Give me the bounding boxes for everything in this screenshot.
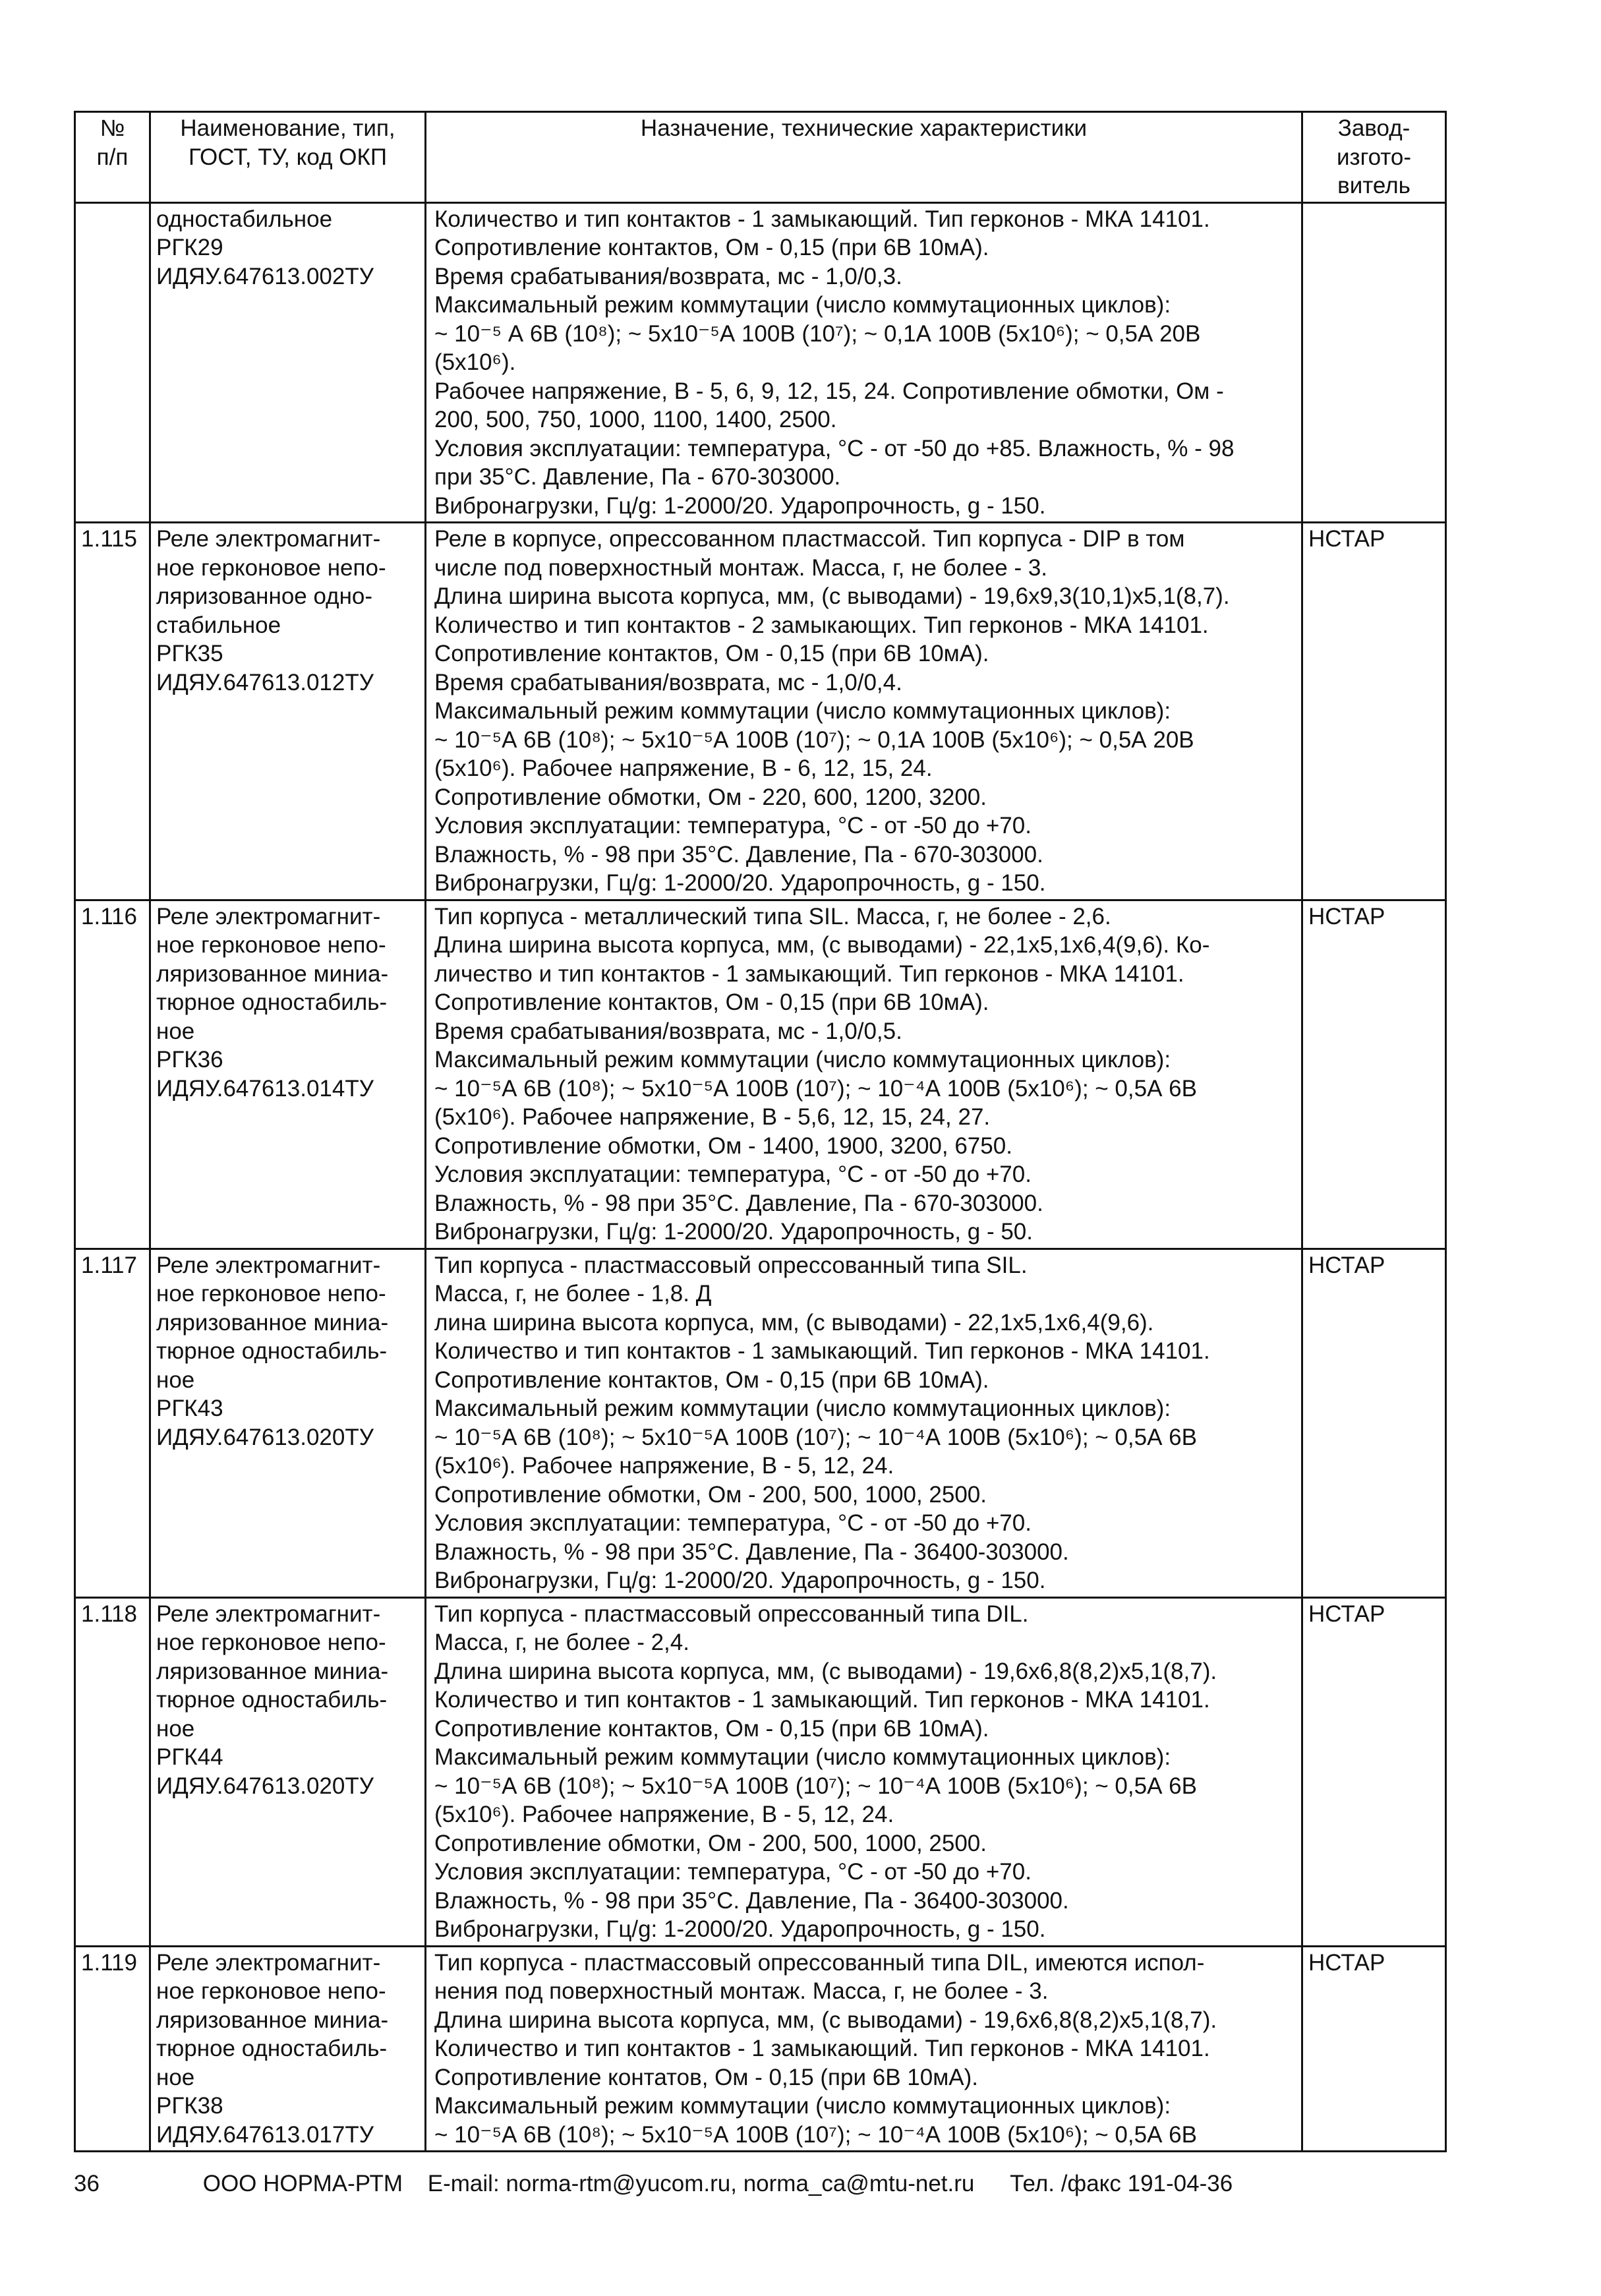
- item-name-line: РГК43: [156, 1396, 223, 1421]
- description-line: Масса, г, не более - 2,4.: [434, 1630, 689, 1655]
- description-line: Количество и тип контактов - 2 замыкающих. Тип герконов - МКА 14101.: [434, 612, 1209, 638]
- item-description-cell: [426, 1597, 1302, 1946]
- description-line: Условия эксплуатации: температура, °С - от -50 до +70.: [434, 813, 1032, 839]
- description-line: Тип корпуса - металлический типа SIL. Масса, г, не более - 2,6.: [434, 903, 1111, 929]
- page-footer: [74, 2171, 1524, 2197]
- manufacturer-cell: НСТАР: [1302, 1946, 1446, 2152]
- item-number: 1.115: [75, 523, 150, 900]
- description-line: Условия эксплуатации: температура, °С - от -50 до +70.: [434, 1859, 1032, 1885]
- description-line: Тип корпуса - пластмассовый опрессованный типа SIL.: [434, 1252, 1028, 1278]
- description-line: нения под поверхностный монтаж. Масса, г, не более - 3.: [434, 1978, 1049, 2004]
- description-line: Сопротивление контактов, Ом - 0,15 (при 6В 10мА).: [434, 1715, 989, 1742]
- item-name-line: ляризованное одно-: [156, 583, 373, 609]
- item-name-line: Реле электромагнит-: [156, 903, 381, 929]
- description-line: Условия эксплуатации: температура, °С - от -50 до +85. Влажность, % - 98: [434, 435, 1235, 461]
- company-name: ООО НОРМА-РТМ: [202, 2171, 403, 2196]
- description-line: Максимальный режим коммутации (число коммутационных циклов):: [434, 1744, 1171, 1770]
- manufacturer-cell: НСТАР: [1302, 1249, 1446, 1597]
- item-name-line: ное герконовое непо-: [156, 554, 386, 581]
- header-num-line: п/п: [96, 144, 129, 170]
- description-line: Сопротивление обмотки, Ом - 1400, 1900, 3200, 6750.: [434, 1133, 1012, 1159]
- description-line: Максимальный режим коммутации (число коммутационных циклов):: [434, 2093, 1171, 2119]
- description-line: Вибронагрузки, Гц/g: 1-2000/20. Ударопрочность, g - 150.: [434, 870, 1046, 896]
- item-name-line: Реле электромагнит-: [156, 526, 381, 552]
- item-name-line: ИДЯУ.647613.014ТУ: [156, 1075, 374, 1102]
- item-name-line: ное герконовое непо-: [156, 1630, 386, 1655]
- item-name-cell: [150, 1249, 426, 1597]
- item-number: 1.116: [75, 900, 150, 1249]
- item-name-cell: [150, 523, 426, 900]
- item-name-line: стабильное: [156, 612, 281, 638]
- manufacturer-cell: НСТАР: [1302, 900, 1446, 1249]
- item-name-line: ное герконовое непо-: [156, 932, 386, 958]
- item-name-line: тюрное одностабиль-: [156, 1687, 388, 1713]
- description-line: (5х10⁶).: [434, 349, 516, 375]
- contact-email: E-mail: norma-rtm@yucom.ru, norma_ca@mtu-net.ru: [427, 2171, 975, 2196]
- page-number: 36: [74, 2171, 100, 2196]
- description-line: числе под поверхностный монтаж. Масса, г, не более - 3.: [434, 554, 1048, 581]
- item-name-line: Реле электромагнит-: [156, 1252, 381, 1278]
- header-name: [150, 112, 426, 203]
- item-name-line: ИДЯУ.647613.020ТУ: [156, 1424, 374, 1450]
- item-description-cell: [426, 1249, 1302, 1597]
- item-name-line: ное герконовое непо-: [156, 1281, 386, 1307]
- description-line: (5х10⁶). Рабочее напряжение, В - 5, 12, 24.: [434, 1453, 894, 1479]
- description-line: Количество и тип контактов - 1 замыкающий. Тип герконов - МКА 14101.: [434, 2036, 1210, 2061]
- relay-spec-table: [74, 111, 1447, 2152]
- item-name-line: ное: [156, 1018, 195, 1044]
- item-description-cell: [426, 202, 1302, 523]
- table-row: [75, 1946, 1446, 2152]
- item-description-cell: [426, 900, 1302, 1249]
- description-line: Время срабатывания/возврата, мс - 1,0/0,5.: [434, 1018, 902, 1044]
- description-line: Длина ширина высота корпуса, мм, (с выводами) - 22,1х5,1х6,4(9,6). Ко-: [434, 932, 1210, 958]
- description-line: Сопротивление контактов, Ом - 0,15 (при 6В 10мА).: [434, 641, 989, 666]
- item-name-line: ляризованное миниа-: [156, 1658, 389, 1684]
- description-line: Вибронагрузки, Гц/g: 1-2000/20. Ударопрочность, g - 50.: [434, 1219, 1033, 1245]
- table-row: [75, 1249, 1446, 1597]
- description-line: Максимальный режим коммутации (число коммутационных циклов):: [434, 1047, 1171, 1073]
- item-name-line: РГК36: [156, 1047, 223, 1073]
- description-line: (5х10⁶). Рабочее напряжение, В - 5,6, 12, 15, 24, 27.: [434, 1104, 991, 1130]
- description-line: ~ 10⁻⁵А 6В (10⁸); ~ 5х10⁻⁵А 100В (10⁷); ~ 10⁻⁴А 100В (5х10⁶); ~ 0,5А 6В: [434, 2121, 1197, 2148]
- table-row: [75, 202, 1446, 523]
- description-line: ~ 10⁻⁵А 6В (10⁸); ~ 5х10⁻⁵А 100В (10⁷); ~ 10⁻⁴А 100В (5х10⁶); ~ 0,5А 6В: [434, 1075, 1197, 1102]
- item-name-line: тюрное одностабиль-: [156, 989, 388, 1015]
- table-row: [75, 523, 1446, 900]
- item-name-cell: [150, 202, 426, 523]
- item-number: 1.118: [75, 1597, 150, 1946]
- table-header-row: [75, 112, 1446, 203]
- item-name-line: ИДЯУ.647613.002ТУ: [156, 263, 374, 289]
- description-line: ~ 10⁻⁵ А 6В (10⁸); ~ 5х10⁻⁵А 100В (10⁷); ~ 0,1А 100В (5х10⁶); ~ 0,5А 20В: [434, 320, 1201, 347]
- manufacturer-cell: [1302, 202, 1446, 523]
- item-name-line: ное: [156, 1715, 195, 1742]
- item-number: 1.119: [75, 1946, 150, 2152]
- description-line: Вибронагрузки, Гц/g: 1-2000/20. Ударопрочность, g - 150.: [434, 1916, 1046, 1942]
- description-line: ~ 10⁻⁵А 6В (10⁸); ~ 5х10⁻⁵А 100В (10⁷); ~ 10⁻⁴А 100В (5х10⁶); ~ 0,5А 6В: [434, 1424, 1197, 1450]
- header-mfr-line: витель: [1337, 173, 1411, 198]
- description-line: ~ 10⁻⁵А 6В (10⁸); ~ 5х10⁻⁵А 100В (10⁷); ~ 0,1А 100В (5х10⁶); ~ 0,5А 20В: [434, 726, 1194, 753]
- description-line: Длина ширина высота корпуса, мм, (с выводами) - 19,6х9,3(10,1)х5,1(8,7).: [434, 583, 1230, 609]
- description-line: Вибронагрузки, Гц/g: 1-2000/20. Ударопрочность, g - 150.: [434, 1568, 1046, 1593]
- description-line: Время срабатывания/возврата, мс - 1,0/0,3.: [434, 263, 902, 289]
- item-name-cell: [150, 900, 426, 1249]
- description-line: Рабочее напряжение, В - 5, 6, 9, 12, 15, 24. Сопротивление обмотки, Ом -: [434, 378, 1224, 404]
- item-number: 1.117: [75, 1249, 150, 1597]
- description-line: Сопротивление контактов, Ом - 0,15 (при 6В 10мА).: [434, 1367, 989, 1393]
- item-description-cell: [426, 523, 1302, 900]
- header-name-line: ГОСТ, ТУ, код ОКП: [188, 144, 387, 170]
- description-line: Влажность, % - 98 при 35°С. Давление, Па - 36400-303000.: [434, 1887, 1069, 1914]
- table-row: [75, 900, 1446, 1249]
- description-line: Количество и тип контактов - 1 замыкающий. Тип герконов - МКА 14101.: [434, 1687, 1210, 1713]
- description-line: (5х10⁶). Рабочее напряжение, В - 6, 12, 15, 24.: [434, 755, 933, 781]
- header-mfr: [1302, 112, 1446, 203]
- description-line: Длина ширина высота корпуса, мм, (с выводами) - 19,6х6,8(8,2)х5,1(8,7).: [434, 1658, 1217, 1684]
- header-mfr-line: изгото-: [1336, 144, 1412, 170]
- item-name-line: РГК44: [156, 1744, 223, 1770]
- contact-phone: Тел. /факс 191-04-36: [1010, 2171, 1233, 2196]
- item-name-line: ИДЯУ.647613.020ТУ: [156, 1773, 374, 1799]
- item-name-line: тюрное одностабиль-: [156, 1338, 388, 1364]
- item-name-line: РГК38: [156, 2093, 223, 2119]
- description-line: при 35°С. Давление, Па - 670-303000.: [434, 464, 841, 490]
- description-line: (5х10⁶). Рабочее напряжение, В - 5, 12, 24.: [434, 1802, 894, 1827]
- description-line: Время срабатывания/возврата, мс - 1,0/0,4.: [434, 669, 902, 695]
- item-name-cell: [150, 1597, 426, 1946]
- item-number: [75, 202, 150, 523]
- description-line: Сопротивление обмотки, Ом - 200, 500, 1000, 2500.: [434, 1830, 987, 1856]
- table-row: [75, 1597, 1446, 1946]
- item-name-line: ляризованное миниа-: [156, 2007, 389, 2033]
- manufacturer-cell: НСТАР: [1302, 1597, 1446, 1946]
- item-name-line: одностабильное: [156, 206, 333, 232]
- description-line: Максимальный режим коммутации (число коммутационных циклов):: [434, 698, 1171, 724]
- description-line: лина ширина высота корпуса, мм, (с выводами) - 22,1х5,1х6,4(9,6).: [434, 1309, 1154, 1336]
- description-line: Сопротивление обмотки, Ом - 220, 600, 1200, 3200.: [434, 784, 987, 810]
- description-line: Вибронагрузки, Гц/g: 1-2000/20. Ударопрочность, g - 150.: [434, 492, 1046, 519]
- item-name-line: ное: [156, 2064, 195, 2090]
- description-line: Максимальный режим коммутации (число коммутационных циклов):: [434, 292, 1171, 318]
- item-name-line: Реле электромагнит-: [156, 1601, 381, 1627]
- item-name-line: ное герконовое непо-: [156, 1978, 386, 2004]
- description-line: Максимальный режим коммутации (число коммутационных циклов):: [434, 1396, 1171, 1421]
- header-desc: [426, 112, 1302, 203]
- item-name-line: ИДЯУ.647613.017ТУ: [156, 2121, 374, 2148]
- item-name-cell: [150, 1946, 426, 2152]
- description-line: Сопротивление контактов, Ом - 0,15 (при 6В 10мА).: [434, 235, 989, 260]
- description-line: Количество и тип контактов - 1 замыкающий. Тип герконов - МКА 14101.: [434, 1338, 1210, 1364]
- description-line: Сопротивление обмотки, Ом - 200, 500, 1000, 2500.: [434, 1481, 987, 1508]
- catalog-page: [74, 111, 1445, 2152]
- description-line: Реле в корпусе, опрессованном пластмассой. Тип корпуса - DIP в том: [434, 526, 1185, 552]
- description-line: Тип корпуса - пластмассовый опрессованный типа DIL.: [434, 1601, 1029, 1627]
- description-line: Условия эксплуатации: температура, °С - от -50 до +70.: [434, 1510, 1032, 1536]
- description-line: ~ 10⁻⁵А 6В (10⁸); ~ 5х10⁻⁵А 100В (10⁷); ~ 10⁻⁴А 100В (5х10⁶); ~ 0,5А 6В: [434, 1773, 1197, 1799]
- item-description-cell: [426, 1946, 1302, 2152]
- description-line: Сопротивление контатов, Ом - 0,15 (при 6В 10мА).: [434, 2064, 978, 2090]
- description-line: личество и тип контактов - 1 замыкающий. Тип герконов - МКА 14101.: [434, 960, 1184, 987]
- header-num: [75, 112, 150, 203]
- manufacturer-cell: НСТАР: [1302, 523, 1446, 900]
- description-line: Количество и тип контактов - 1 замыкающий. Тип герконов - МКА 14101.: [434, 206, 1210, 232]
- header-num-line: №: [100, 115, 125, 141]
- item-name-line: ИДЯУ.647613.012ТУ: [156, 669, 374, 695]
- item-name-line: РГК35: [156, 641, 223, 666]
- description-line: Сопротивление контактов, Ом - 0,15 (при 6В 10мА).: [434, 989, 989, 1015]
- item-name-line: РГК29: [156, 235, 223, 260]
- item-name-line: ное: [156, 1367, 195, 1393]
- item-name-line: ляризованное миниа-: [156, 1309, 389, 1336]
- description-line: Влажность, % - 98 при 35°С. Давление, Па - 670-303000.: [434, 1190, 1043, 1216]
- header-mfr-line: Завод-: [1337, 115, 1411, 141]
- item-name-line: Реле электромагнит-: [156, 1949, 381, 1976]
- description-line: 200, 500, 750, 1000, 1100, 1400, 2500.: [434, 407, 837, 432]
- description-line: Масса, г, не более - 1,8. Д: [434, 1281, 712, 1307]
- description-line: Влажность, % - 98 при 35°С. Давление, Па - 670-303000.: [434, 841, 1043, 868]
- header-desc-line: Назначение, технические характеристики: [640, 115, 1088, 141]
- description-line: Влажность, % - 98 при 35°С. Давление, Па - 36400-303000.: [434, 1539, 1069, 1565]
- description-line: Тип корпуса - пластмассовый опрессованный типа DIL, имеются испол-: [434, 1949, 1205, 1976]
- item-name-line: тюрное одностабиль-: [156, 2036, 388, 2061]
- description-line: Условия эксплуатации: температура, °С - от -50 до +70.: [434, 1162, 1032, 1187]
- header-name-line: Наименование, тип,: [180, 115, 395, 141]
- description-line: Длина ширина высота корпуса, мм, (с выводами) - 19,6х6,8(8,2)х5,1(8,7).: [434, 2007, 1217, 2033]
- item-name-line: ляризованное миниа-: [156, 960, 389, 987]
